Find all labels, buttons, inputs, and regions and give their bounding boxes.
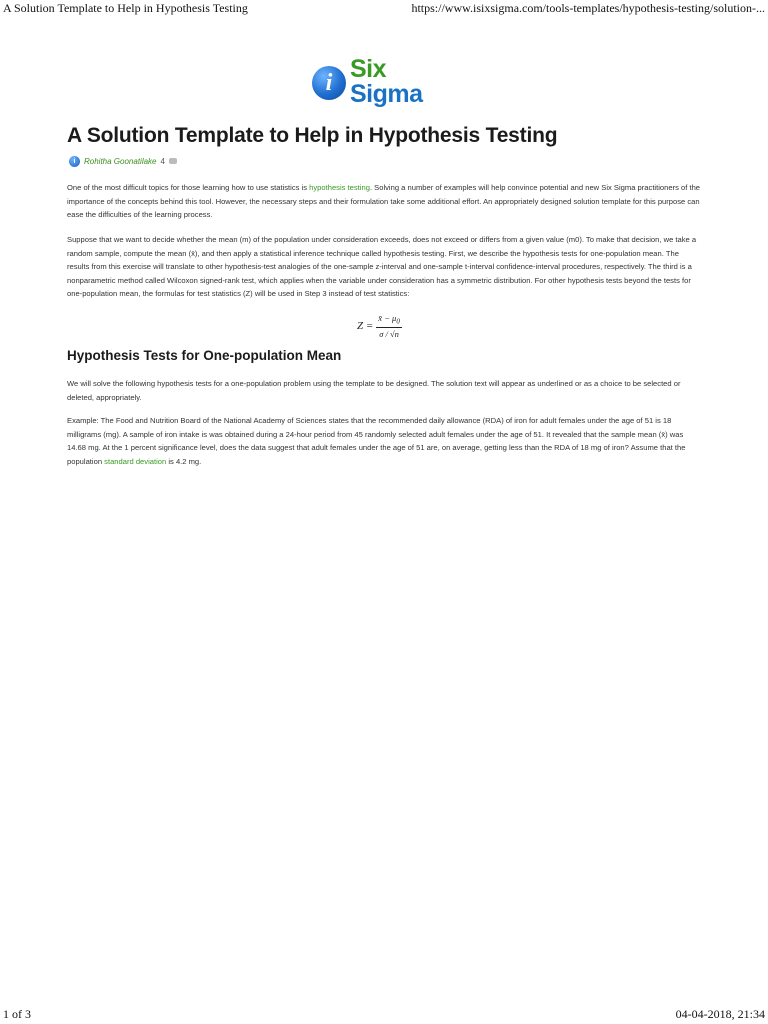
formula-denominator: σ / √n xyxy=(379,328,399,339)
comment-bubble-icon[interactable] xyxy=(169,158,177,164)
print-header xyxy=(0,0,768,18)
paragraph-intro xyxy=(67,181,701,222)
paragraph-example-text-a: Example: The Food and Nutrition Board of the National Academy of Sciences states that the recommended daily allowance (RDA) of iron for adult females under the age of 51 is 18 milligrams (mg). A sample of iron intake is was obtained during a 24-hour period from 45 randomly selected adult females under the age of 51. It revealed that the sample mean (x̄) was 14.68 mg. At the 1 percent significance level, does the data suggest that adult females under the age of 51 are, on average, getting less than the RDA of 18 mg of iron? Assume that the population xyxy=(67,416,686,466)
print-header-url: https://www.isixsigma.com/tools-templates/hypothesis-testing/solution-... xyxy=(411,1,765,15)
print-footer xyxy=(0,1004,768,1024)
paragraph-intro-text-b: . Solving a number of examples will help convince potential and new Six Sigma practitioners of the importance of the concepts behind this tool. However, the necessary steps and their formulation take some additional effort. An appropriately designed solution template for this purpose can ease the difficulties of the learning process. xyxy=(67,183,701,219)
logo-i-mark: i xyxy=(312,66,346,100)
section-heading: Hypothesis Tests for One-population Mean xyxy=(67,348,342,363)
paragraph-suppose: Suppose that we want to decide whether the mean (m) of the population under consideration exceeds, does not exceed or differs from a given value (m0). To make that decision, we take a random sample, compute the mean (x̄), and then apply a statistical inference technique called hypothesis testing. First, we describe the hypothesis tests for one-population mean. The results from this exercise will translate to other hypothesis-test analogies of the one-sample z-interval and one-sample t-interval confidence-interval procedures, respectively. The third is a nonparametric method called Wilcoxon signed-rank test, which applies when the variable under consideration has a symmetric distribution. For other hypothesis tests beyond the tests for one-population mean, the formulas for test statistics (Z) will be used in Step 3 instead of test statistics: xyxy=(67,235,697,298)
print-header-title: A Solution Template to Help in Hypothesis Testing xyxy=(3,1,248,15)
byline xyxy=(69,154,177,168)
author-name-link[interactable]: Rohitha Goonatilake xyxy=(84,156,157,166)
formula-fraction xyxy=(376,313,402,339)
logo-text-sigma: Sigma xyxy=(350,80,423,108)
author-avatar-icon: i xyxy=(69,156,80,167)
comment-count[interactable]: 4 xyxy=(160,156,165,166)
formula-lhs: Z = xyxy=(357,320,374,332)
hypothesis-testing-link[interactable]: hypothesis testing xyxy=(309,183,370,192)
page-number: 1 of 3 xyxy=(3,1007,31,1021)
article-title: A Solution Template to Help in Hypothesis Testing xyxy=(67,124,558,147)
isixsigma-logo[interactable] xyxy=(312,56,442,112)
formula-numerator xyxy=(376,313,402,328)
paragraph-example xyxy=(67,414,701,468)
formula-numerator-subscript: 0 xyxy=(396,317,400,326)
standard-deviation-link[interactable]: standard deviation xyxy=(104,456,167,466)
paragraph-intro-text-a: One of the most difficult topics for those learning how to use statistics is xyxy=(67,183,310,192)
print-datetime: 04-04-2018, 21:34 xyxy=(675,1007,765,1021)
paragraph-solve: We will solve the following hypothesis tests for a one-population problem using the template to be designed. The solution text will appear as underlined or as a choice to be selected or deleted, appropriately. xyxy=(67,379,681,402)
paragraph-example-text-b: is 4.2 mg. xyxy=(166,456,202,466)
logo-text-six: Six xyxy=(350,55,387,83)
z-statistic-formula xyxy=(357,312,402,340)
formula-numerator-text: x̄ − μ xyxy=(378,313,397,324)
